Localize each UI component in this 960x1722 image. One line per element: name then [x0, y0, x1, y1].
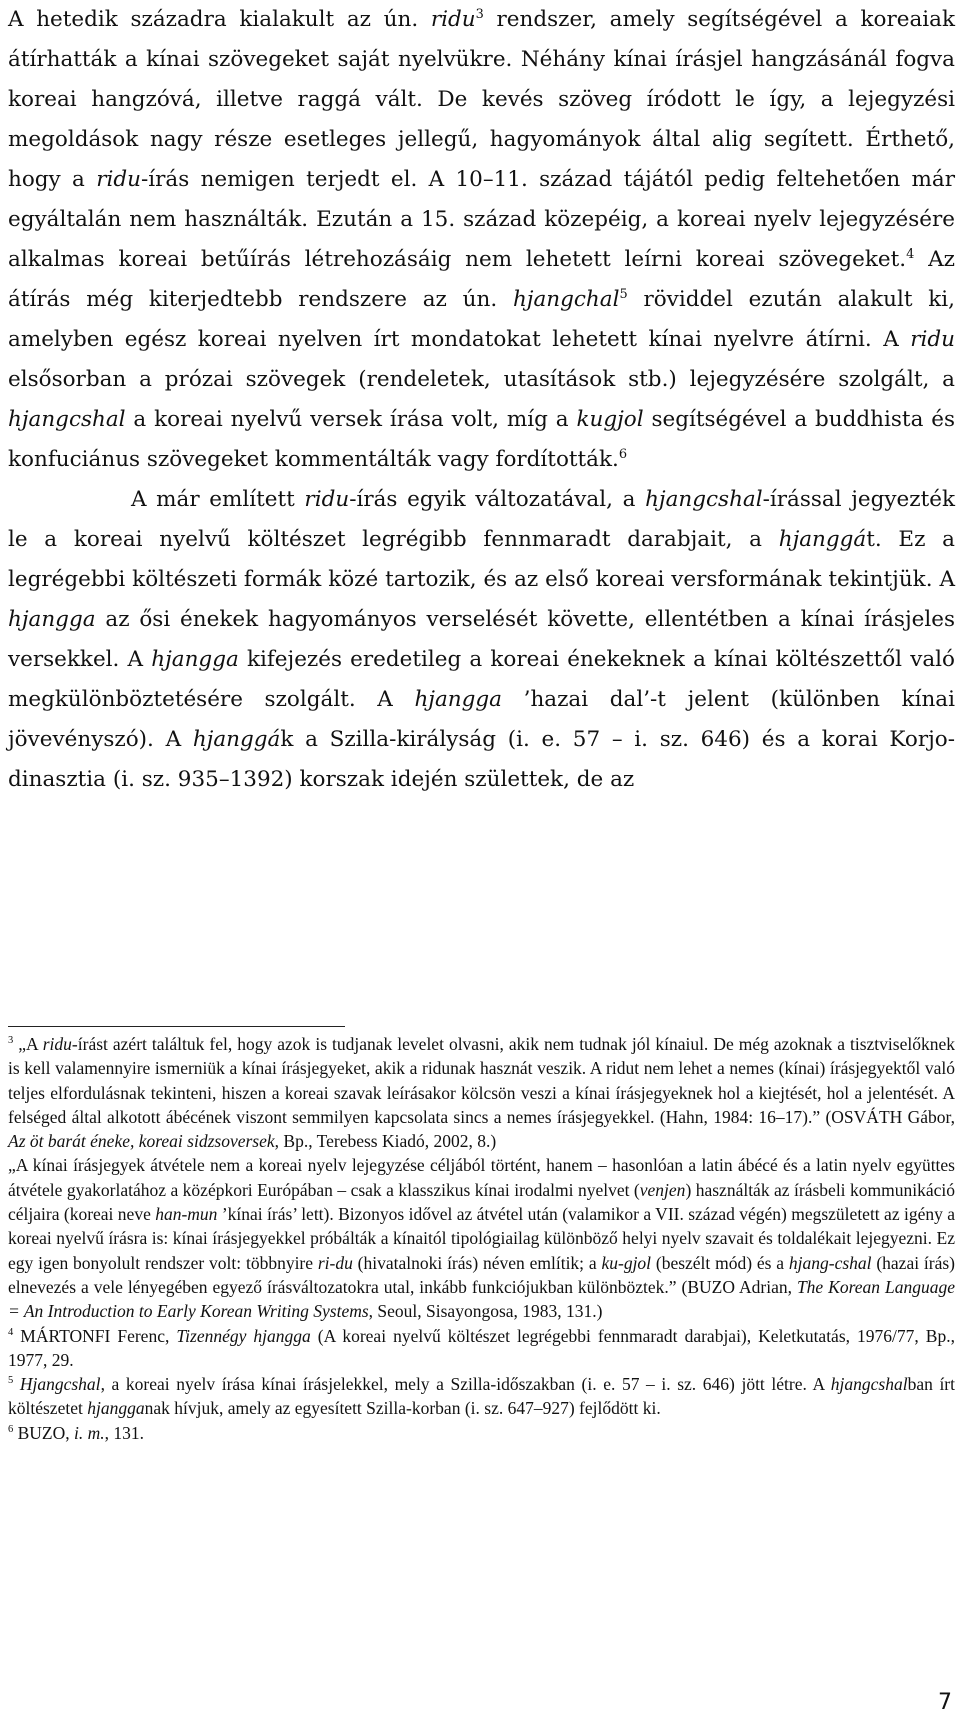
footnote-marker: 6	[8, 1423, 14, 1435]
text-run: , a koreai nyelv írása kínai írásjelekkel, mely a Szilla-időszakban (i. e. 57 – i. sz. 646) jött létre. A	[100, 1374, 831, 1395]
text-run: (A koreai nyelvű költészet legrégebbi fennmaradt darabjai), Keletkutatás, 1976/77, Bp., 1977, 29.	[8, 1325, 955, 1370]
italic-term: hjangchal	[512, 287, 620, 312]
footnote	[8, 1421, 955, 1445]
footnote-marker: 3	[8, 1035, 14, 1047]
italic-term: The Korean Language = An Introduction to Early Korean Writing Systems	[8, 1276, 955, 1322]
italic-term: ridu	[910, 327, 955, 352]
italic-term: Hjangcshal	[19, 1374, 101, 1395]
italic-term: Tizennégy hjangga	[176, 1325, 311, 1346]
footnote-marker: 6	[618, 446, 628, 462]
italic-term: venjen	[639, 1179, 686, 1200]
italic-term: Az öt barát éneke, koreai sidzsoversek	[8, 1131, 275, 1152]
italic-term: han-mun	[155, 1204, 218, 1225]
text-run: (beszélt mód) és a	[651, 1252, 789, 1273]
italic-term: hjangcshal	[645, 487, 763, 512]
text-run: , Seoul, Sisayongosa, 1983, 131.)	[368, 1301, 603, 1322]
footnotes	[8, 1032, 955, 1445]
text-run: (hazai írás) elnevezés a vele lényegében egyező írásváltozatokra utal, inkább funkciójukban különböztek.” (BUZO Adrian,	[8, 1252, 956, 1297]
text-run: -írással jegyezték le a koreai nyelvű költészet legrégibb fennmaradt darabjait, a	[8, 487, 955, 552]
text-run: A hetedik századra kialakult az ún.	[8, 7, 431, 32]
footnote-marker: 4	[906, 246, 915, 262]
footnote	[8, 1032, 955, 1153]
text-run: -írást azért találtuk fel, hogy azok is tudjanak levelet olvasni, akik nem tudnak jól kínaiul. De még azoknak a tisztviselőknek is kell valamennyire ismerniük a kínai írásjegyeket, akik a ridunak hasznát veszik. A ridut nem lehet a nemes (kínai) írásjegyektől való teljes elfordulásnak tekinteni, hiszen a koreai szavak leírásakor kölcsön veszi a kínai írásjegyeknek hol a kiejtését, hol a jelentését. A felséged által alkotott ábécének viszont semmilyen kapcsolata sincs a nemes írásjegyekkel. (Hahn, 1984: 16–17).” (OSVÁTH Gábor,	[8, 1034, 955, 1127]
footnote-marker: 4	[8, 1326, 14, 1338]
text-run: t. Ez a legrégebbi költészeti formák közé tartozik, és az első koreai versformának tekintjük. A	[8, 527, 955, 592]
italic-term: ridu	[304, 487, 350, 512]
text-run: , Bp., Terebess Kiadó, 2002, 8.)	[274, 1131, 497, 1152]
footnote-marker: 5	[8, 1375, 14, 1387]
text-run	[13, 1374, 20, 1394]
text-run: k a Szilla-királyság (i. e. 57 – i. sz. 646) és a korai Korjo-dinasztia (i. sz. 935–1392) korszak idején születtek, de az	[8, 727, 955, 792]
text-run: , 131.	[104, 1422, 145, 1443]
text-run: -írás nemigen terjedt el. A 10–11. század tájától pedig feltehetően már egyáltalán nem használták. Ezután a 15. század közepéig, a koreai nyelv lejegyzésére alkalmas koreai betűírás létrehozásáig nem lehetett leírni koreai szövegeket.	[8, 167, 956, 272]
footnote-marker: 5	[619, 286, 628, 302]
footnote	[8, 1153, 955, 1323]
italic-term: ridu	[42, 1034, 72, 1054]
text-run: nak hívjuk, amely az egyesített Szilla-korban (i. sz. 647–927) fejlődött ki.	[144, 1398, 661, 1419]
italic-term: hjangcshal	[8, 407, 126, 432]
text-run: ’kínai írás’ lett). Bizonyos idővel az átvétel után (valamikor a VII. század végén) megszületett az igény a koreai nyelvű írásra is: kínai írásjegyekkel próbálták a kínaitól tipológiailag különböző helyi nyelv szavait és toldalékait lejegyezni. Ez egy igen bonyolult rendszer volt: többnyire	[8, 1204, 955, 1273]
text-run: „A kínai írásjegyek átvétele nem a koreai nyelv lejegyzése céljából történt, hanem – hasonlóan a latin ábécé és a latin nyelv együttes átvétele gyakorlatához a középkori Európában – csak a klasszikus kínai irodalmi nyelvet (	[8, 1155, 955, 1200]
italic-term: hjang-cshal	[788, 1252, 872, 1273]
text-run: (hivatalnoki írás) néven említik; a	[352, 1252, 602, 1273]
text-run: ’hazai dal’-t jelent (különben kínai jövevényszó). A	[8, 687, 956, 752]
text-run: BUZO,	[13, 1422, 75, 1443]
text-run: kifejezés eredetileg a koreai énekeknek a kínai költészettől való megkülönböztetésére szolgált. A	[8, 647, 955, 712]
italic-term: hjanggá	[778, 527, 867, 552]
italic-term: kugjol	[576, 407, 644, 432]
text-run: „A	[13, 1034, 43, 1054]
footnote-separator	[8, 1026, 345, 1027]
text-run: a koreai nyelvű versek írása volt, míg a	[125, 407, 577, 432]
text-run: Az átírás még kiterjedtebb rendszere az ún.	[8, 247, 955, 312]
italic-term: hjangga	[8, 607, 96, 632]
italic-term: hjangga	[87, 1398, 145, 1419]
text-run: ban írt költészetet	[8, 1374, 955, 1419]
italic-term: hjangga	[151, 647, 239, 672]
footnote	[8, 1372, 955, 1421]
italic-term: hjangga	[414, 687, 502, 712]
text-run: -írás egyik változatával, a	[349, 487, 646, 512]
italic-term: ku-gjol	[601, 1252, 652, 1273]
italic-term: hjanggá	[192, 727, 281, 752]
text-run: segítségével a buddhista és konfuciánus szövegeket kommentálták vagy fordították.	[8, 407, 956, 472]
text-run: rendszer, amely segítségével a koreaiak átírhatták a kínai szövegeket saját nyelvükre. Néhány kínai írásjel hangzásánál fogva koreai hangzóvá, illetve raggá vált. De kevés szöveg íródott le így, a lejegyzési megoldások nagy része esetleges jellegű, hagyományok által alig segített. Érthető, hogy a	[8, 7, 955, 192]
italic-term: ridu	[96, 167, 141, 192]
italic-term: ri-du	[317, 1252, 353, 1273]
page-number: 7	[938, 1690, 952, 1715]
text-run: A már említett	[131, 487, 305, 512]
main-text	[8, 0, 955, 800]
text-run: röviddel ezután alakult ki, amelyben egész koreai nyelven írt mondatokat lehetett kínai nyelvre átírni. A	[8, 287, 955, 352]
text-run: elsősorban a prózai szövegek (rendeletek, utasítások stb.) lejegyzésére szolgált, a	[8, 367, 955, 392]
footnote	[8, 1324, 955, 1373]
italic-term: i. m.	[74, 1422, 105, 1443]
text-run: MÁRTONFI Ferenc,	[13, 1325, 177, 1346]
paragraph	[8, 480, 955, 800]
footnote-marker: 3	[475, 6, 484, 22]
paragraph	[8, 0, 955, 480]
text-run: az ősi énekek hagyományos verselését követte, ellentétben a kínai írásjeles versekkel. A	[8, 607, 955, 672]
italic-term: hjangcshal	[830, 1374, 908, 1395]
italic-term: ridu	[430, 7, 476, 32]
text-run: ) használták az írásbeli kommunikáció céljaira (koreai neve	[8, 1179, 955, 1225]
